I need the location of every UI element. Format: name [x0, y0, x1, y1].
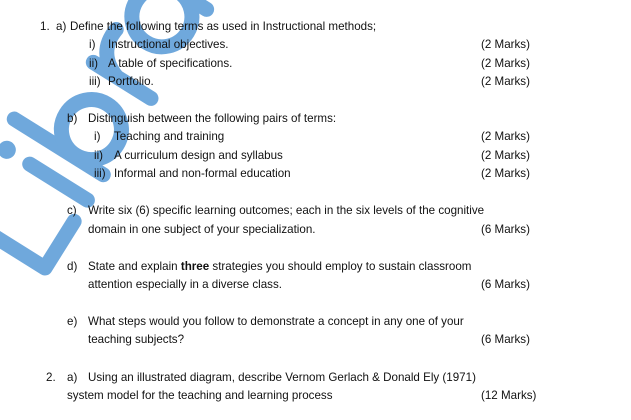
watermark-letter-a-stem [149, 0, 207, 9]
watermark-letter-i [30, 164, 88, 200]
q1a-iii-text: Portfolio. [108, 75, 154, 88]
q2a-marks: (12 Marks) [481, 389, 537, 402]
q1d-bold: three [180, 260, 210, 273]
q1a-i-text: Instructional objectives. [108, 38, 229, 51]
q1b-ii-marks: (2 Marks) [481, 149, 530, 162]
q1e-line2: teaching subjects? [88, 333, 185, 346]
q1a-text: Define the following terms as used in Instructional methods; [70, 20, 377, 33]
q1c-line2: domain in one subject of your specialization. [88, 223, 316, 236]
q1d-label: d) [67, 260, 78, 273]
q1b-iii-text: Informal and non-formal education [114, 167, 291, 180]
q1a-label: a) [56, 20, 67, 33]
q1a-i-marks: (2 Marks) [481, 38, 530, 51]
q1b-label: b) [67, 112, 78, 125]
q1e-line1: What steps would you follow to demonstrate a concept in any one of your [88, 315, 464, 328]
q1c-line1: Write six (6) specific learning outcomes; each in the six levels of the cognitive [88, 204, 485, 217]
q1b-iii-num: iii) [94, 167, 106, 180]
q1c-label: c) [67, 204, 77, 217]
q1a-ii-num: ii) [89, 57, 99, 70]
q1e-marks: (6 Marks) [481, 333, 530, 346]
watermark-letter-i-dot [0, 137, 19, 162]
q1e-label: e) [67, 315, 78, 328]
q1a-iii-marks: (2 Marks) [481, 75, 530, 88]
q2-number: 2. [46, 371, 56, 384]
q1a-i-num: i) [89, 38, 96, 51]
q1b-ii-num: ii) [94, 149, 104, 162]
q1d-post: strategies you should employ to sustain classroom [209, 260, 472, 273]
q1d-marks: (6 Marks) [481, 278, 530, 291]
q1d-pre: State and explain [88, 260, 181, 273]
q1a-ii-marks: (2 Marks) [481, 57, 530, 70]
q2a-line2: system model for the teaching and learning process [67, 389, 333, 402]
q1b-iii-marks: (2 Marks) [481, 167, 530, 180]
q1a-ii-text: A table of specifications. [108, 57, 233, 70]
q1b-ii-text: A curriculum design and syllabus [114, 149, 283, 162]
q1-number: 1. [40, 20, 50, 33]
q1b-i-text: Teaching and training [114, 130, 225, 143]
q2a-label: a) [67, 371, 78, 384]
q1b-i-marks: (2 Marks) [481, 130, 530, 143]
q1a-iii-num: iii) [89, 75, 101, 88]
q1c-marks: (6 Marks) [481, 223, 530, 236]
q1b-text: Distinguish between the following pairs of terms: [88, 112, 337, 125]
q1d-line2: attention especially in a diverse class. [88, 278, 282, 291]
q1d-line1 [88, 260, 471, 274]
q2a-line1: Using an illustrated diagram, describe Vernom Gerlach & Donald Ely (1971) [88, 371, 476, 384]
q1b-i-num: i) [94, 130, 101, 143]
